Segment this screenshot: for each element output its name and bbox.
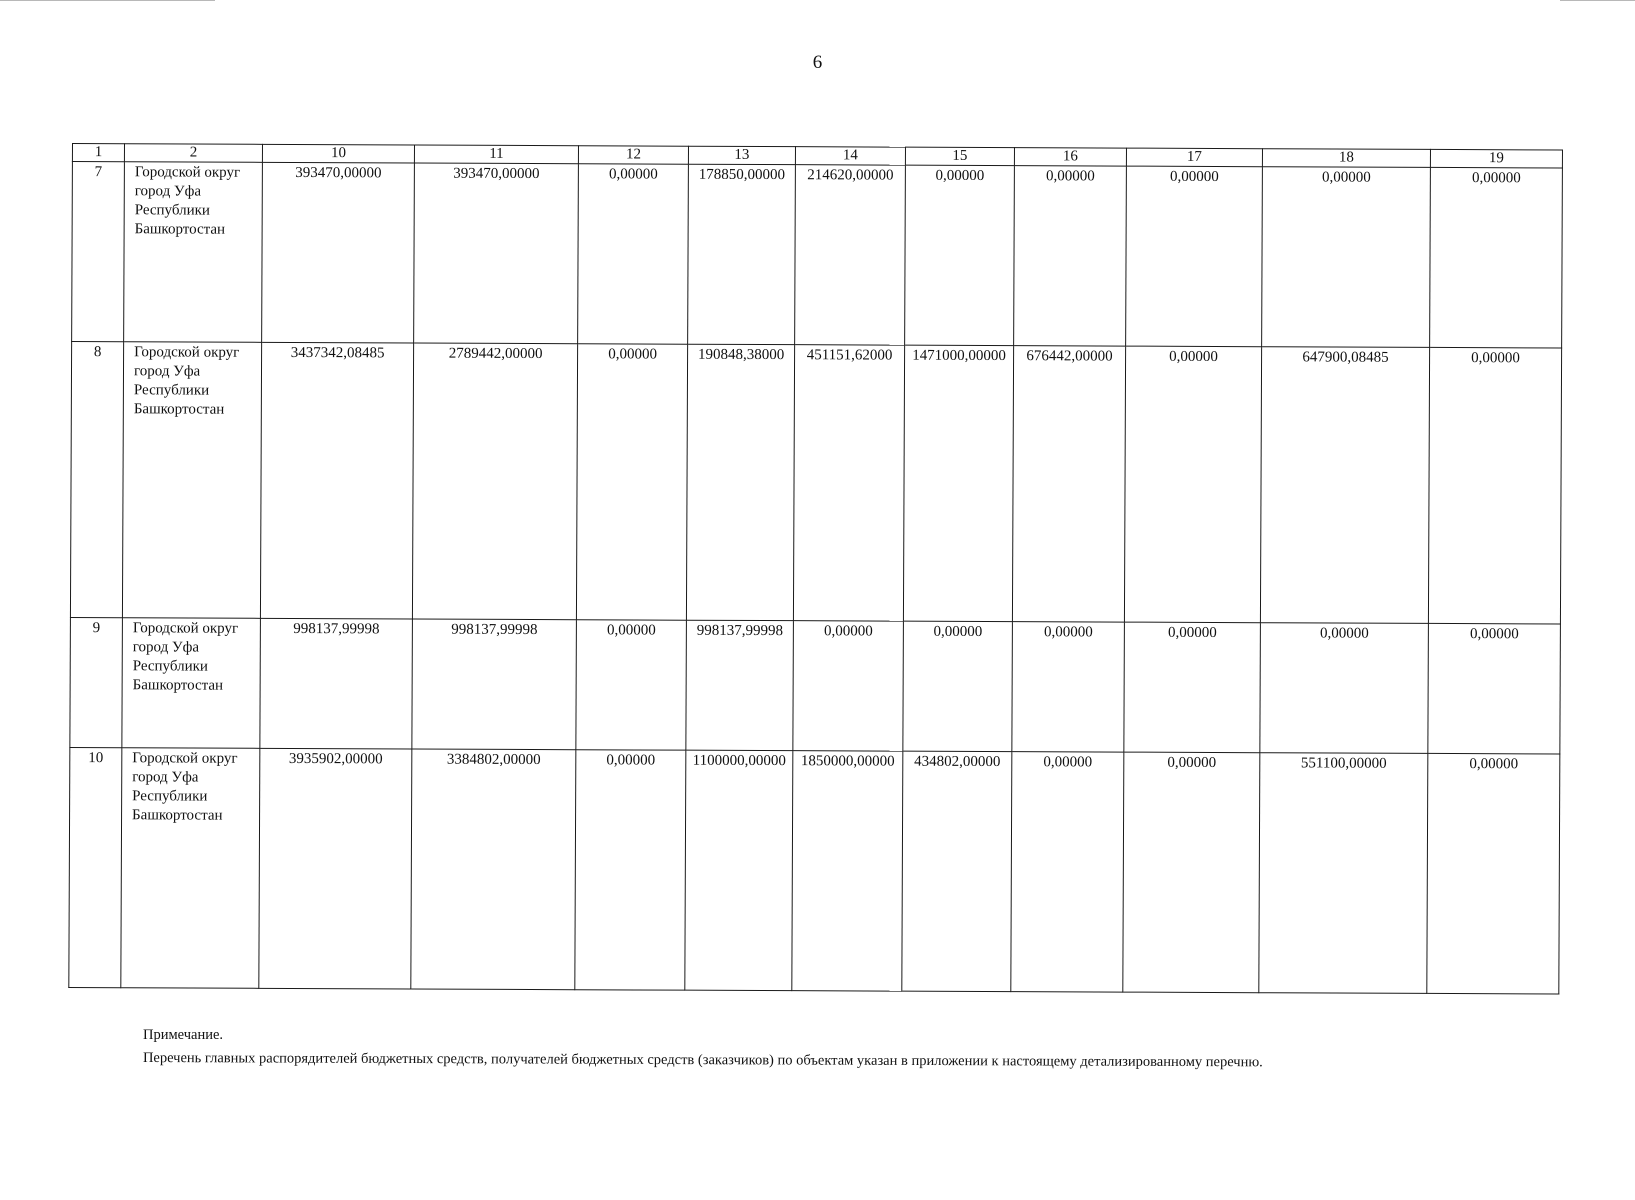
- column-header: 17: [1126, 148, 1262, 167]
- value-cell: 0,00000: [1014, 166, 1127, 346]
- value-cell: 0,00000: [793, 621, 904, 751]
- value-cell: 0,00000: [1260, 623, 1429, 754]
- value-cell: 551100,00000: [1259, 753, 1428, 994]
- value-cell: 0,00000: [578, 164, 689, 344]
- budget-table: [68, 143, 1563, 994]
- value-cell: 0,00000: [905, 165, 1015, 345]
- value-cell: 0,00000: [1430, 167, 1563, 348]
- value-cell: 0,00000: [1124, 346, 1261, 623]
- table-row: [69, 747, 1560, 993]
- value-cell: 0,00000: [1428, 623, 1561, 754]
- value-cell: 676442,00000: [1012, 346, 1125, 622]
- row-number: 10: [69, 747, 122, 987]
- row-number: 9: [70, 617, 123, 747]
- footnote-text: Перечень главных распорядителей бюджетных средств, получателей бюджетных средств (заказчиков) по объектам указан в приложении к настоящему детализированному перечню.: [142, 1050, 1263, 1071]
- value-cell: 1100000,00000: [685, 750, 793, 990]
- column-header: 15: [905, 147, 1014, 165]
- value-cell: 178850,00000: [688, 164, 796, 344]
- value-cell: 190848,38000: [686, 344, 794, 620]
- column-header: 2: [124, 144, 262, 163]
- scan-edge-mark-right: [1560, 0, 1635, 1]
- value-cell: 647900,08485: [1260, 347, 1429, 624]
- column-header: 13: [688, 146, 795, 164]
- value-cell: 0,00000: [1123, 752, 1260, 993]
- value-cell: 0,00000: [576, 620, 687, 750]
- value-cell: 0,00000: [1428, 347, 1561, 624]
- value-cell: 0,00000: [1011, 752, 1124, 992]
- value-cell: 998137,99998: [260, 618, 413, 749]
- municipality-name: Городской округ город Уфа Республики Башкортостан: [122, 618, 261, 749]
- table-row: [72, 162, 1563, 348]
- value-cell: 0,00000: [1262, 167, 1431, 348]
- municipality-name: Городской округ город Уфа Республики Башкортостан: [121, 748, 260, 989]
- value-cell: 0,00000: [1126, 166, 1263, 347]
- value-cell: 998137,99998: [686, 620, 794, 750]
- value-cell: 1471000,00000: [903, 345, 1013, 621]
- value-cell: 393470,00000: [262, 162, 415, 343]
- value-cell: 0,00000: [1427, 753, 1560, 994]
- value-cell: 0,00000: [576, 344, 687, 620]
- row-number: 7: [72, 162, 125, 342]
- value-cell: 0,00000: [903, 621, 1013, 751]
- row-number: 8: [70, 342, 123, 618]
- municipality-name: Городской округ город Уфа Республики Башкортостан: [122, 342, 261, 619]
- value-cell: 434802,00000: [902, 751, 1012, 991]
- value-cell: 393470,00000: [414, 163, 579, 344]
- column-header: 10: [262, 144, 414, 163]
- column-header: 11: [414, 145, 578, 164]
- value-cell: 3935902,00000: [259, 748, 412, 989]
- scan-edge-mark-left: [0, 0, 215, 1]
- column-header: 16: [1014, 148, 1126, 166]
- page-number: 6: [812, 52, 823, 73]
- value-cell: 0,00000: [1012, 622, 1125, 752]
- value-cell: 1850000,00000: [792, 751, 903, 991]
- value-cell: 3437342,08485: [260, 342, 413, 619]
- column-header: 18: [1262, 149, 1430, 168]
- value-cell: 3384802,00000: [411, 749, 576, 990]
- column-header: 1: [72, 144, 124, 162]
- value-cell: 2789442,00000: [412, 343, 577, 620]
- value-cell: 0,00000: [1124, 622, 1261, 753]
- value-cell: 451151,62000: [793, 345, 904, 621]
- column-header: 12: [578, 146, 688, 164]
- footnote-title: Примечание.: [143, 1027, 224, 1043]
- column-header: 19: [1430, 149, 1562, 168]
- column-header: 14: [795, 147, 905, 165]
- table-row: [70, 617, 1561, 754]
- table-row: [70, 342, 1561, 624]
- municipality-name: Городской округ город Уфа Республики Башкортостан: [124, 162, 263, 343]
- value-cell: 0,00000: [575, 750, 686, 990]
- value-cell: 998137,99998: [412, 619, 577, 750]
- value-cell: 214620,00000: [795, 165, 906, 345]
- footnote: [143, 1024, 1263, 1070]
